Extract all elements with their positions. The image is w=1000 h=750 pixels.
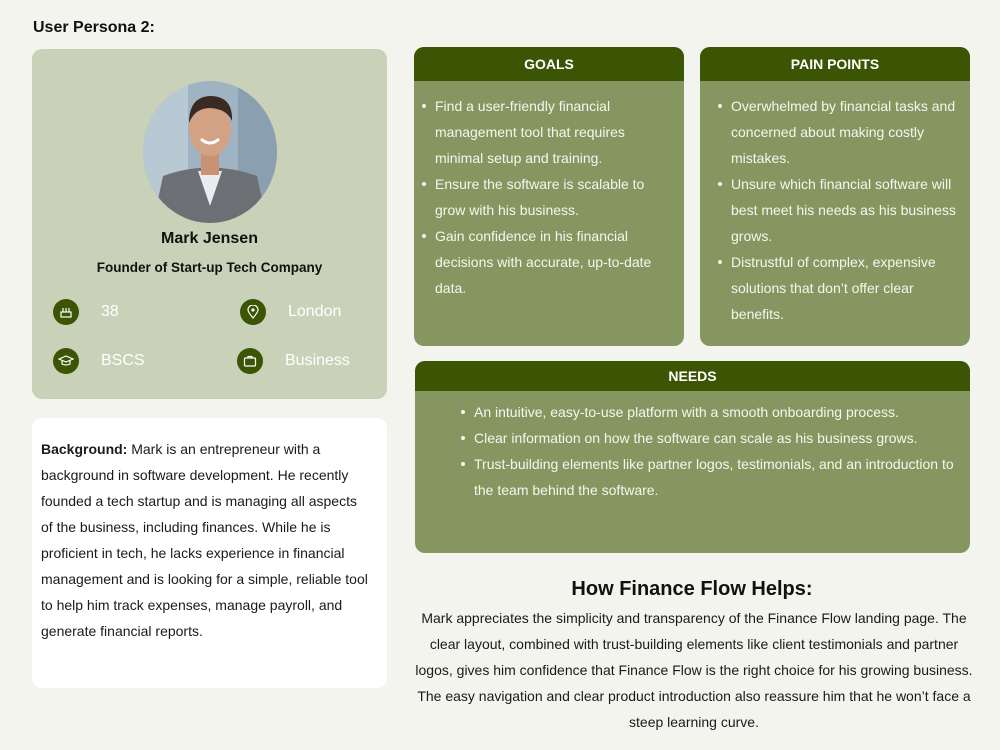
goals-title: GOALS <box>414 47 684 81</box>
pain-points-box <box>700 47 970 346</box>
background-card <box>32 418 387 688</box>
age-value: 38 <box>101 303 119 320</box>
list-item: Trust-building elements like partner logos, testimonials, and an introduction to the team behind the software. <box>474 451 954 503</box>
list-item: Ensure the software is scalable to grow with his business. <box>435 171 675 223</box>
education-value: BSCS <box>101 352 145 369</box>
profile-name: Mark Jensen <box>161 230 258 247</box>
location-pin-icon <box>240 299 266 325</box>
occupation-value: Business <box>285 352 350 369</box>
list-item: Overwhelmed by financial tasks and concerned about making costly mistakes. <box>731 93 963 171</box>
list-item: Distrustful of complex, expensive solutions that don’t offer clear benefits. <box>731 249 963 327</box>
briefcase-icon <box>237 348 263 374</box>
needs-list <box>474 399 954 503</box>
helps-text: Mark appreciates the simplicity and transparency of the Finance Flow landing page. The clear layout, combined with trust-building elements like client testimonials and partner logos, gives him confidence that Finance Flow is the right choice for his growing business. The easy navigation and clear product introduction also reassure him that he won’t face a steep learning curve. <box>415 610 973 730</box>
graduation-cap-icon <box>53 348 79 374</box>
goals-list <box>435 93 675 301</box>
list-item: Find a user-friendly financial management tool that requires minimal setup and training. <box>435 93 675 171</box>
background-body: Mark is an entrepreneur with a background in software development. He recently founded a tech startup and is managing all aspects of the business, including finances. While he is proficient in tech, he lacks experience in financial management and is looking for a simple, reliable tool to help him track expenses, manage payroll, and generate financial reports. <box>41 441 368 639</box>
background-text <box>41 436 371 644</box>
pain-points-list <box>731 93 963 327</box>
pain-points-title: PAIN POINTS <box>700 47 970 81</box>
page-heading: User Persona 2: <box>33 19 155 36</box>
list-item: Unsure which financial software will best meet his needs as his business grows. <box>731 171 963 249</box>
goals-box <box>414 47 684 346</box>
location-value: London <box>288 303 342 320</box>
list-item: An intuitive, easy-to-use platform with a smooth onboarding process. <box>474 399 954 425</box>
needs-title: NEEDS <box>415 361 970 391</box>
profile-role: Founder of Start-up Tech Company <box>96 260 323 275</box>
list-item: Gain confidence in his financial decisions with accurate, up-to-date data. <box>435 223 675 301</box>
location-attribute <box>240 299 341 325</box>
education-attribute <box>53 348 145 374</box>
profile-card <box>32 49 387 399</box>
avatar <box>143 81 277 223</box>
age-attribute <box>53 299 119 325</box>
helps-title: How Finance Flow Helps: <box>571 578 813 600</box>
cake-icon <box>53 299 79 325</box>
list-item: Clear information on how the software can scale as his business grows. <box>474 425 954 451</box>
needs-box <box>415 361 970 553</box>
background-label: Background: <box>41 441 128 457</box>
occupation-attribute <box>237 348 350 374</box>
